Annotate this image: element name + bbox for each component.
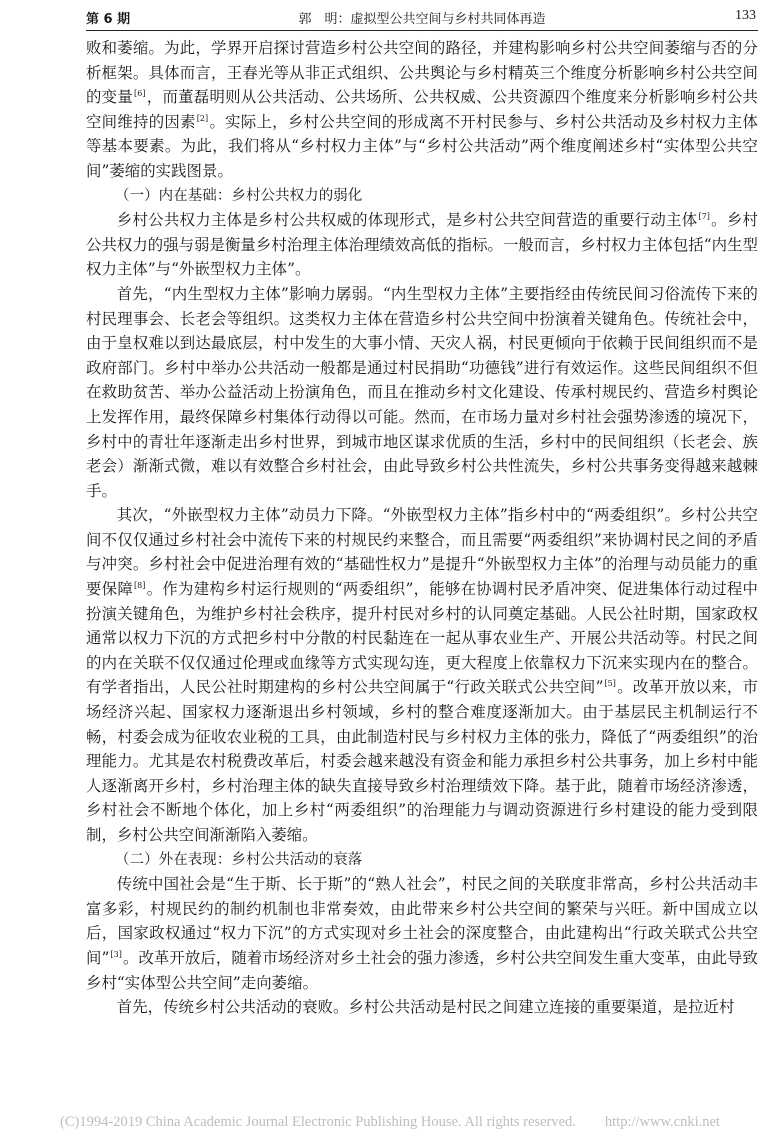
citation-marker: [7]: [698, 212, 710, 222]
text-run: ，而董磊明则从公共活动、公共场所、公共权威、公共资源四个维度来分析影响乡村公共空间维持的因素: [86, 88, 759, 131]
paragraph: [86, 872, 758, 995]
text-run: 。实际上，乡村公共空间的形成离不开村民参与、乡村公共活动及乡村权力主体等基本要素。为此，我们将从“乡村权力主体”与“乡村公共活动”两个维度阐述乡村“实体型公共空间”萎缩的实践图景。: [86, 112, 758, 180]
paragraph: [86, 282, 758, 503]
text-run: 乡村公共权力主体是乡村公共权威的体现形式，是乡村公共空间营造的重要行动主体: [116, 211, 698, 230]
issue-label: 第 6 期: [86, 12, 131, 27]
text-run: （二）外在表现：乡村公共活动的衰落: [115, 851, 363, 868]
paragraph: [86, 208, 758, 282]
article-body: [86, 36, 758, 1020]
text-run: 败和萎缩。为此，学界开启探讨营造乡村公共空间的路径，并建构影响乡村公共空间萎缩与否的分析框架。具体而言，王春光等从非正式组织、公共舆论与乡村精英三个维度分析影响乡村公共空间的变量: [86, 39, 758, 107]
citation-marker: [3]: [110, 949, 122, 959]
citation-marker: [6]: [134, 89, 146, 99]
text-run: 。乡村公共权力的强与弱是衡量乡村治理主体治理绩效高低的指标。一般而言，乡村权力主体包括“内生型权力主体”与“外嵌型权力主体”。: [86, 211, 758, 279]
page-number: 133: [735, 8, 756, 23]
section-heading: [86, 184, 758, 209]
section-heading: [86, 848, 758, 873]
running-header: [86, 6, 758, 31]
paragraph: [86, 503, 758, 847]
paragraph: [86, 36, 758, 184]
running-title: 郭 明：虚拟型公共空间与乡村共同体再造: [298, 12, 546, 27]
text-run: 传统中国社会是“生于斯、长于斯”的“熟人社会”，村民之间的关联度非常高，乡村公共活动丰富多彩，村规民约的制约机制也非常奏效，由此带来乡村公共空间的繁荣与兴旺。新中国成立以后，国家政权通过“权力下沉”的方式实现对乡土社会的深度整合，由此建构出“行政关联式公共空间”: [86, 875, 758, 967]
citation-marker: [5]: [604, 679, 616, 689]
paragraph: [86, 995, 758, 1020]
citation-marker: [8]: [134, 581, 146, 591]
text-run: 其次，“外嵌型权力主体”动员力下降。“外嵌型权力主体”指乡村中的“两委组织”。乡村公共空间不仅仅通过乡村社会中流传下来的村规民约来整合，而且需要“两委组织”来协调村民之间的矛盾与冲突。乡村社会中促进治理有效的“基础性权力”是提升“外嵌型权力主体”的治理与动员能力的重要保障: [86, 506, 758, 599]
text-run: （一）内在基础：乡村公共权力的弱化: [115, 187, 363, 204]
text-run: 首先，“内生型权力主体”影响力孱弱。“内生型权力主体”主要指经由传统民间习俗流传下来的村民理事会、长老会等组织。这类权力主体在营造乡村公共空间中扮演着关键角色。传统社会中，由于皇权难以到达最底层，村中发生的大事小情、天灾人祸，村民更倾向于依赖于民间组织而不是政府部门。乡村中举办公共活动一般都是通过村民捐助“功德钱”进行有效运作。这些民间组织不但在救助贫苦、举办公益活动上扮演角色，而且在推动乡村文化建设、传承村规民约、营造乡村舆论上发挥作用，最终保障乡村集体行动得以可能。然而，在市场力量对乡村社会强势渗透的境况下，乡村中的青壮年逐渐走出乡村世界，到城市地区谋求优质的生活，乡村中的民间组织（长老会、族老会）渐渐式微，难以有效整合乡村社会，由此导致乡村公共性流失，乡村公共事务变得越来越棘手。: [86, 284, 758, 500]
text-run: 首先，传统乡村公共活动的衰败。乡村公共活动是村民之间建立连接的重要渠道，是拉近村: [116, 998, 735, 1017]
text-run: 。作为建构乡村运行规则的“两委组织”，能够在协调村民矛盾冲突、促进集体行动过程中扮演关键角色，为维护乡村社会秩序，提升村民对乡村的认同奠定基础。人民公社时期，国家政权通常以权力下沉的方式把乡村中分散的村民黏连在一起从事农业生产、开展公共活动等。村民之间的内在关联不仅仅通过伦理或血缘等方式实现勾连，更大程度上依靠权力下沉来实现内在的整合。有学者指出，人民公社时期建构的乡村公共空间属于“行政关联式公共空间”: [86, 580, 758, 697]
text-run: 。改革开放后，随着市场经济对乡土社会的强力渗透，乡村公共空间发生重大变革，由此导致乡村“实体型公共空间”走向萎缩。: [86, 948, 759, 992]
copyright-footer: (C)1994-2019 China Academic Journal Electronic Publishing House. All rights reserved. http://www.cnki.net: [60, 1114, 720, 1130]
citation-marker: [2]: [196, 113, 209, 123]
text-run: 。改革开放以来，市场经济兴起、国家权力逐渐退出乡村领域，乡村的整合难度逐渐加大。由于基层民主机制运行不畅，村委会成为征收农业税的工具，由此制造村民与乡村权力主体的张力，降低了“两委组织”的治理能力。尤其是农村税费改革后，村委会越来越没有资金和能力承担乡村公共事务，加上乡村中能人逐渐离开乡村，乡村治理主体的缺失直接导致乡村治理绩效下降。基于此，随着市场经济渗透，乡村社会不断地个体化，加上乡村“两委组织”的治理能力与调动资源进行乡村建设的能力受到限制，乡村公共空间渐渐陷入萎缩。: [86, 678, 759, 844]
